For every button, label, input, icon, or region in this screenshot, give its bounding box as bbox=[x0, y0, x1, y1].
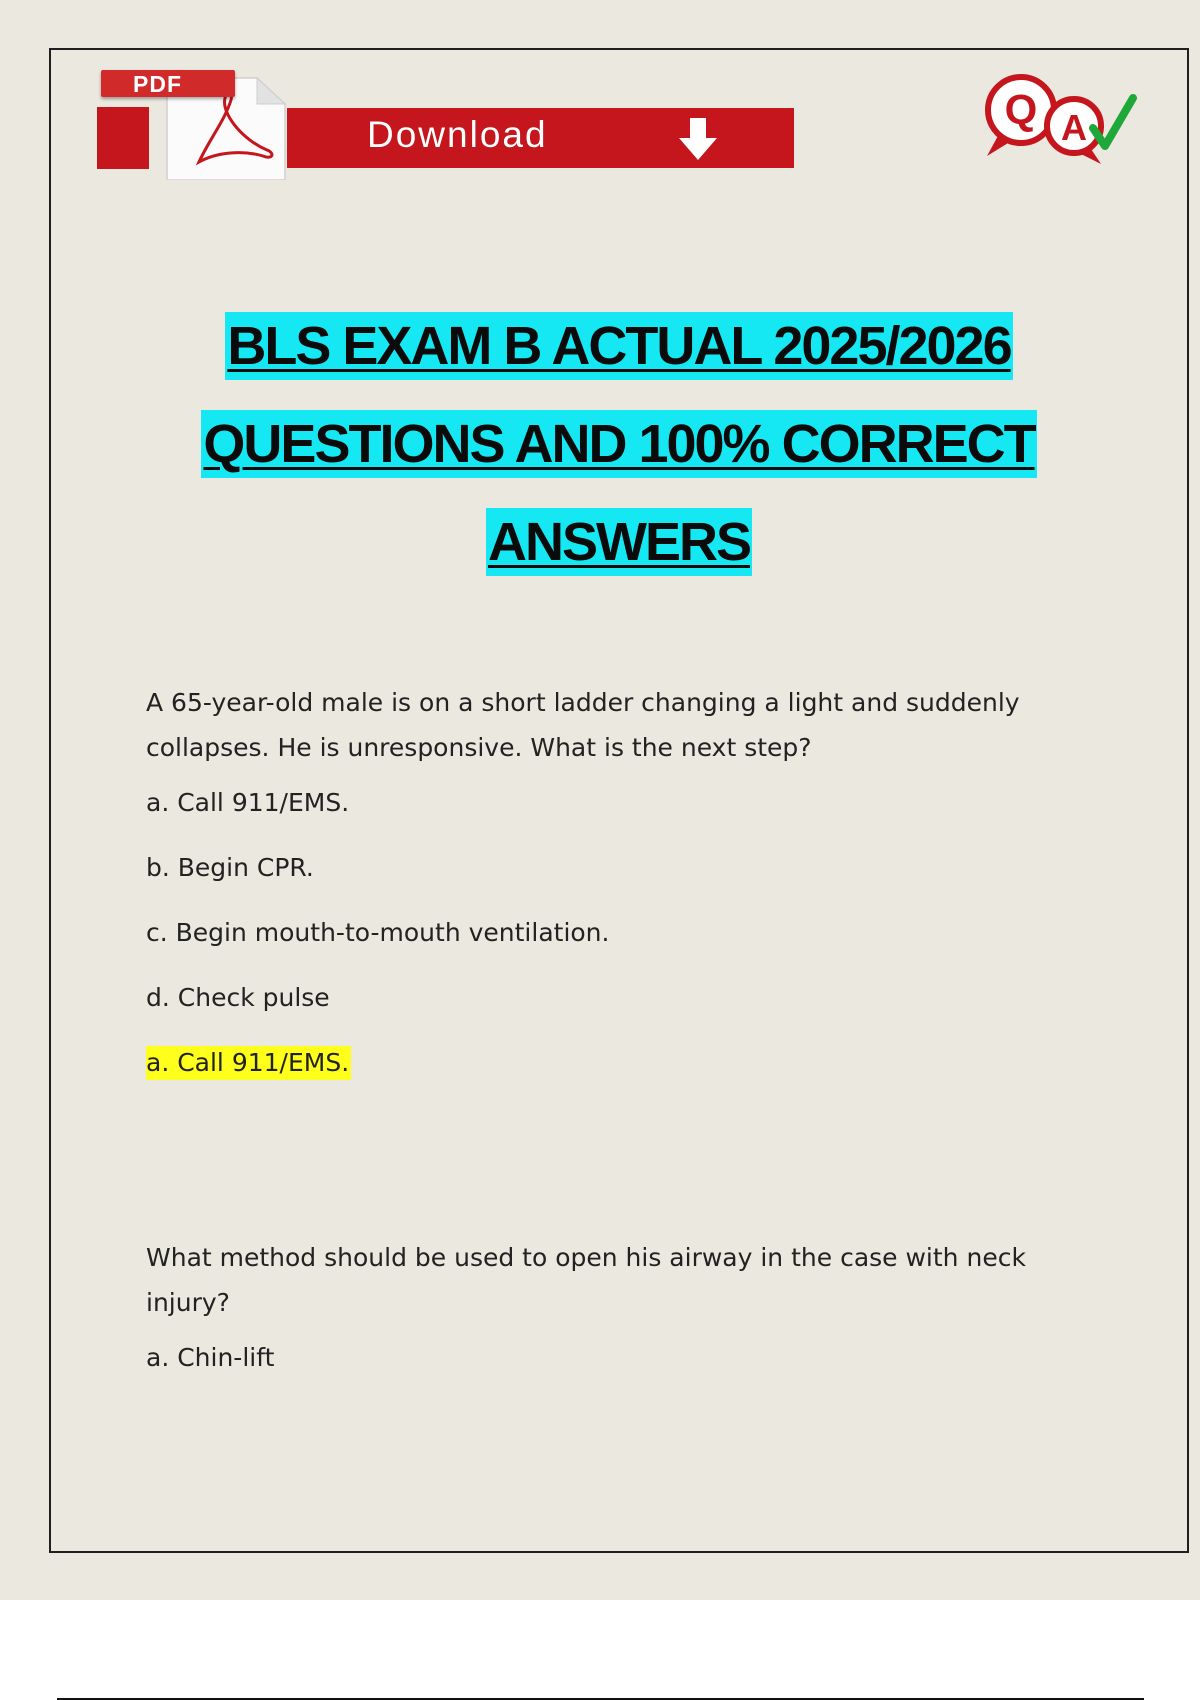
download-label: Download bbox=[367, 114, 548, 155]
question-2 bbox=[146, 1235, 1106, 1375]
logo-letter-a: A bbox=[1061, 107, 1087, 148]
option-d: d. Check pulse bbox=[146, 983, 330, 1012]
logo-letter-q: Q bbox=[1004, 86, 1038, 133]
question-1 bbox=[146, 680, 1106, 1080]
question-text: A 65-year-old male is on a short ladder changing a light and suddenly collapses. He is unresponsive. What is the next step? bbox=[146, 688, 1020, 762]
option-a: a. Call 911/EMS. bbox=[146, 788, 350, 817]
pdf-tab bbox=[101, 70, 235, 97]
pdf-download-banner[interactable] bbox=[101, 70, 801, 182]
arrow-down-icon bbox=[677, 118, 719, 162]
title-line-1: BLS EXAM B ACTUAL 2025/2026 bbox=[225, 312, 1012, 380]
download-button[interactable] bbox=[287, 108, 794, 168]
correct-answer: a. Call 911/EMS. bbox=[146, 1046, 351, 1080]
option-a: a. Chin-lift bbox=[146, 1343, 275, 1372]
questions-section bbox=[146, 680, 1106, 1406]
qa-logo bbox=[981, 70, 1161, 180]
title-line-3: ANSWERS bbox=[486, 508, 752, 576]
title-line-2: QUESTIONS AND 100% CORRECT bbox=[201, 410, 1036, 478]
option-b: b. Begin CPR. bbox=[146, 853, 314, 882]
question-text: What method should be used to open his airway in the case with neck injury? bbox=[146, 1243, 1026, 1317]
page-border bbox=[49, 48, 1189, 1553]
option-c: c. Begin mouth-to-mouth ventilation. bbox=[146, 918, 610, 947]
document-title bbox=[51, 312, 1187, 606]
banner-left-block bbox=[97, 107, 149, 169]
pdf-tab-label: PDF bbox=[133, 71, 182, 97]
qa-badge-icon bbox=[981, 70, 1161, 180]
